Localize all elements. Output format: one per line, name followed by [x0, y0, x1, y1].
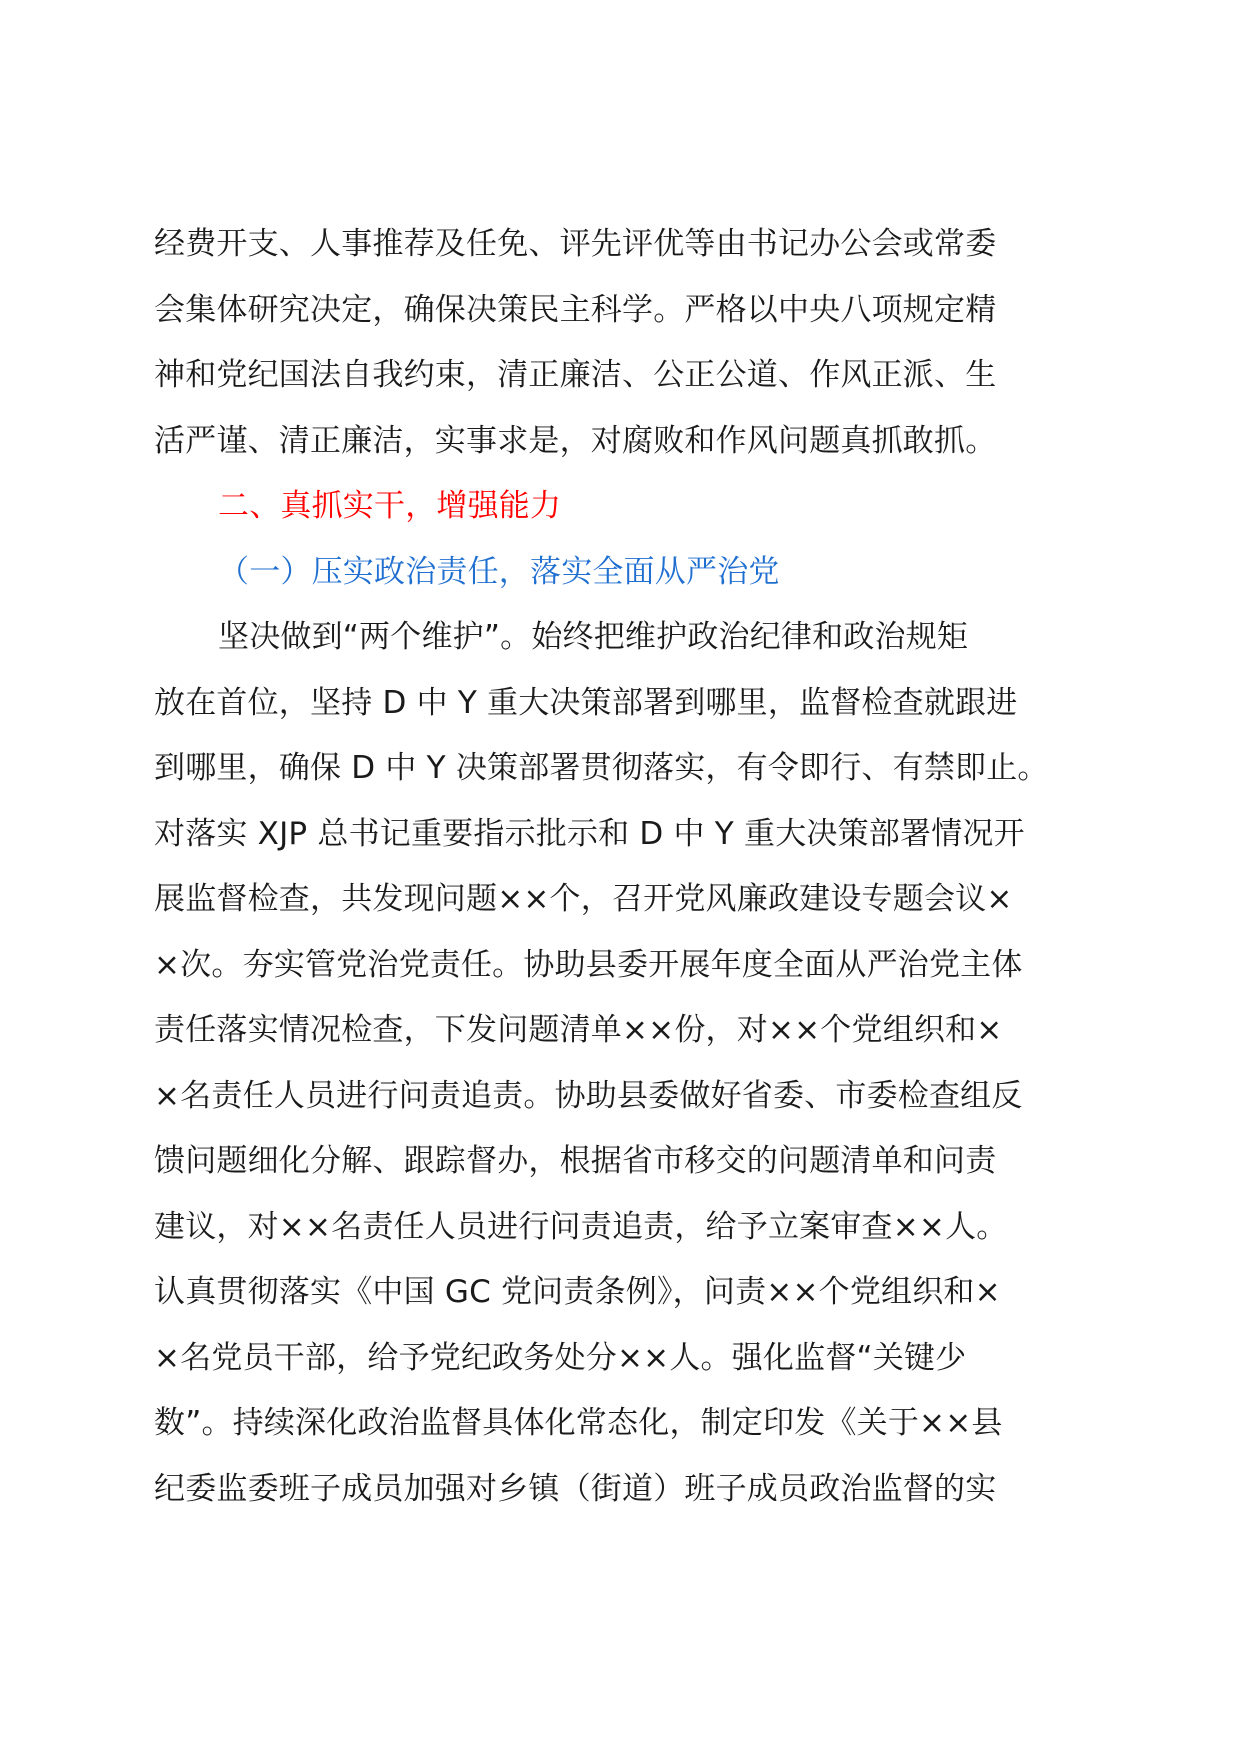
paragraph-line: ×名党员干部，给予党纪政务处分××人。强化监督“关键少	[154, 1339, 967, 1376]
document-body	[154, 212, 1094, 1522]
paragraph-line: 责任落实情况检查，下发问题清单××份，对××个党组织和×	[154, 1012, 1003, 1048]
paragraph-line: 放在首位，坚持 D 中 Y 重大决策部署到哪里，监督检查就跟进	[154, 684, 1018, 721]
paragraph-line: 对落实 XJP 总书记重要指示批示和 D 中 Y 重大决策部署情况开	[154, 815, 1025, 852]
paragraph-line: 会集体研究决定，确保决策民主科学。严格以中央八项规定精	[154, 291, 997, 328]
paragraph-line: ×次。夯实管党治党责任。协助县委开展年度全面从严治党主体	[154, 946, 1023, 983]
paragraph-line: 神和党纪国法自我约束，清正廉洁、公正公道、作风正派、生	[154, 357, 997, 393]
paragraph-line: 数”。持续深化政治监督具体化常态化，制定印发《关于××县	[154, 1405, 1003, 1441]
paragraph-line: 坚决做到“两个维护”。始终把维护政治纪律和政治规矩	[218, 619, 969, 655]
paragraph-line: 经费开支、人事推荐及任免、评先评优等由书记办公会或常委	[154, 226, 997, 262]
paragraph-line: 馈问题细化分解、跟踪督办，根据省市移交的问题清单和问责	[154, 1143, 997, 1179]
paragraph-line: 纪委监委班子成员加强对乡镇（街道）班子成员政治监督的实	[154, 1470, 997, 1507]
paragraph-line: 到哪里，确保 D 中 Y 决策部署贯彻落实，有令即行、有禁即止。	[154, 750, 1049, 786]
paragraph-line: ×名责任人员进行问责追责。协助县委做好省委、市委检查组反	[154, 1077, 1023, 1114]
paragraph-line: 建议，对××名责任人员进行问责追责，给予立案审查××人。	[154, 1208, 1008, 1245]
sub-heading: （一）压实政治责任，落实全面从严治党	[218, 553, 780, 590]
paragraph-line: 展监督检查，共发现问题××个，召开党风廉政建设专题会议×	[154, 881, 1013, 917]
paragraph-line: 活严谨、清正廉洁，实事求是，对腐败和作风问题真抓敢抓。	[154, 422, 997, 459]
section-heading: 二、真抓实干，增强能力	[218, 488, 562, 524]
paragraph-line: 认真贯彻落实《中国 GC 党问责条例》，问责××个党组织和×	[154, 1274, 1001, 1310]
